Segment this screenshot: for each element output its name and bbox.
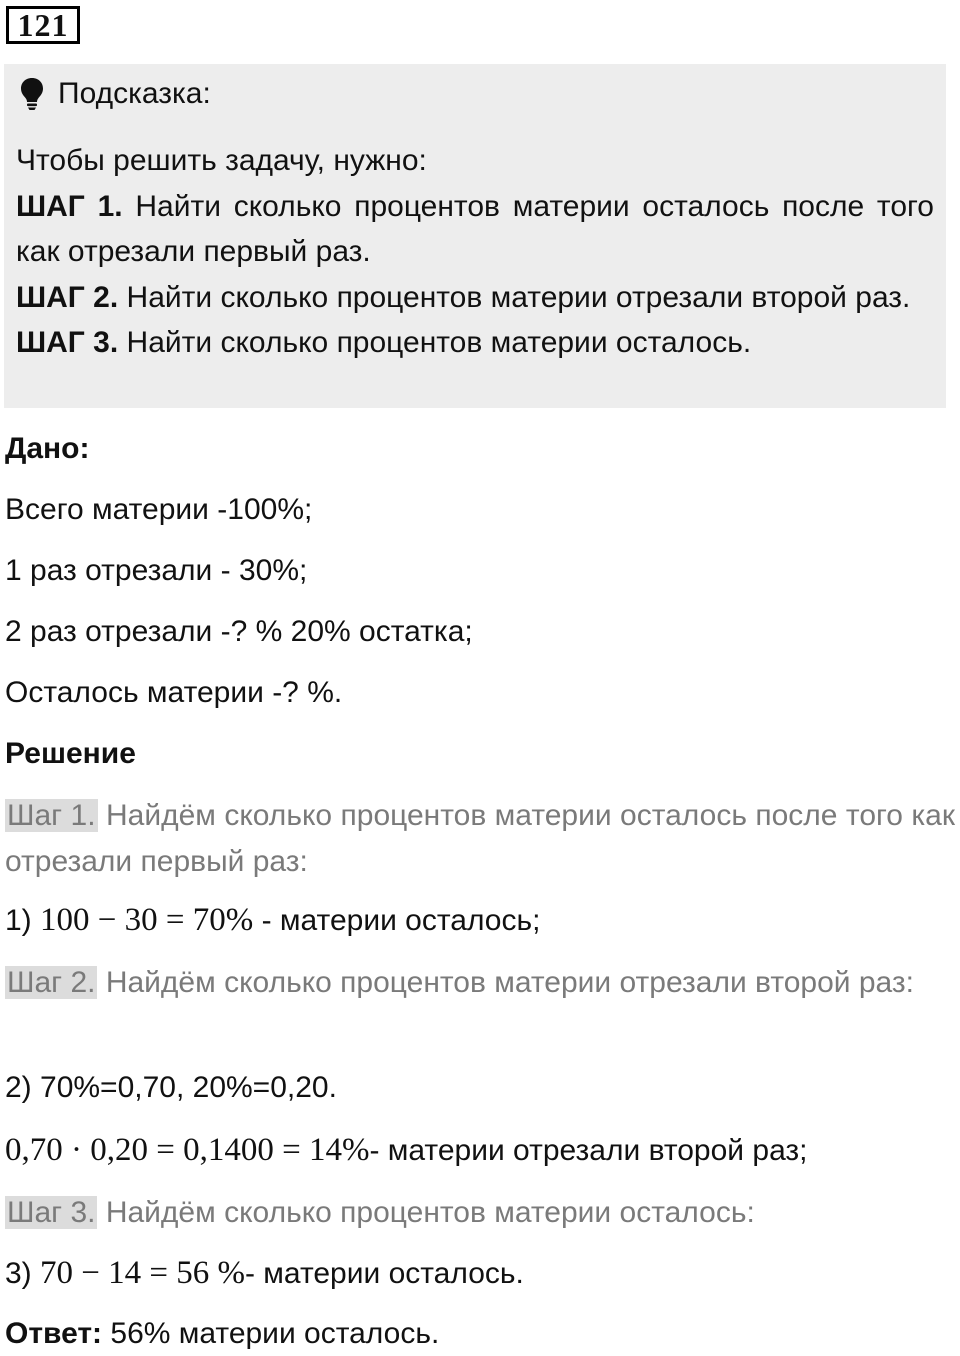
line-1-suffix: - материи осталось; <box>253 904 541 937</box>
line-4-prefix: 3) <box>5 1257 41 1290</box>
step-2-label: Шаг 2. <box>7 966 96 999</box>
hint-step-1-text: Найти сколько процентов материи осталось после того как отрезали первый раз. <box>16 189 934 268</box>
given-line-1: Всего материи -100%; <box>5 493 313 526</box>
step-3-label: Шаг 3. <box>7 1196 96 1229</box>
step-1-label: Шаг 1. <box>7 799 96 832</box>
solution-line-1 <box>5 898 540 943</box>
solution-step-1 <box>5 793 955 884</box>
given-line-4: Осталось материи -? %. <box>5 676 343 709</box>
solution-line-3 <box>5 1128 808 1173</box>
solution-line-2: 2) 70%=0,70, 20%=0,20. <box>5 1071 337 1104</box>
hint-step-1-label: ШАГ 1. <box>16 189 123 223</box>
hint-step-3-text: Найти сколько процентов материи осталось. <box>118 326 752 359</box>
line-3-suffix: - материи отрезали второй раз; <box>369 1134 808 1167</box>
hint-step-1 <box>16 184 934 275</box>
line-1-prefix: 1) <box>5 904 41 937</box>
answer-text: 56% материи осталось. <box>102 1317 440 1350</box>
hint-header <box>20 74 211 114</box>
hint-step-2-label: ШАГ 2. <box>16 280 119 314</box>
hint-box <box>4 64 946 408</box>
hint-intro: Чтобы решить задачу, нужно: <box>16 144 427 177</box>
task-number: 121 <box>6 6 80 44</box>
answer-label: Ответ: <box>5 1317 103 1350</box>
given-line-2: 1 раз отрезали - 30%; <box>5 554 308 587</box>
hint-step-3 <box>16 320 934 366</box>
solution-title: Решение <box>5 737 136 770</box>
solution-step-3 <box>5 1190 955 1236</box>
solution-step-2 <box>5 960 955 1006</box>
step-3-text: Найдём сколько процентов материи осталось: <box>97 1196 755 1229</box>
solution-line-4 <box>5 1251 524 1296</box>
step-1-text: Найдём сколько процентов материи осталось после того как отрезали первый раз: <box>5 799 955 878</box>
answer <box>5 1312 439 1356</box>
hint-step-2-text: Найти сколько процентов материи отрезали второй раз. <box>118 280 911 314</box>
line-1-formula: 100 − 30 = 70% <box>40 902 254 938</box>
step-2-text: Найдём сколько процентов материи отрезали второй раз: <box>97 966 914 999</box>
line-4-suffix: - материи осталось. <box>244 1257 524 1290</box>
line-4-formula: 70 − 14 = 56 % <box>40 1255 245 1291</box>
hint-title: Подсказка: <box>58 77 211 110</box>
hint-body <box>16 138 934 366</box>
given-line-3: 2 раз отрезали -? % 20% остатка; <box>5 615 473 648</box>
lightbulb-icon <box>20 77 44 111</box>
hint-step-2 <box>16 275 934 321</box>
line-3-formula: 0,70 · 0,20 = 0,1400 = 14% <box>5 1132 370 1168</box>
given-title: Дано: <box>5 432 90 465</box>
hint-step-3-label: ШАГ 3. <box>16 326 119 359</box>
